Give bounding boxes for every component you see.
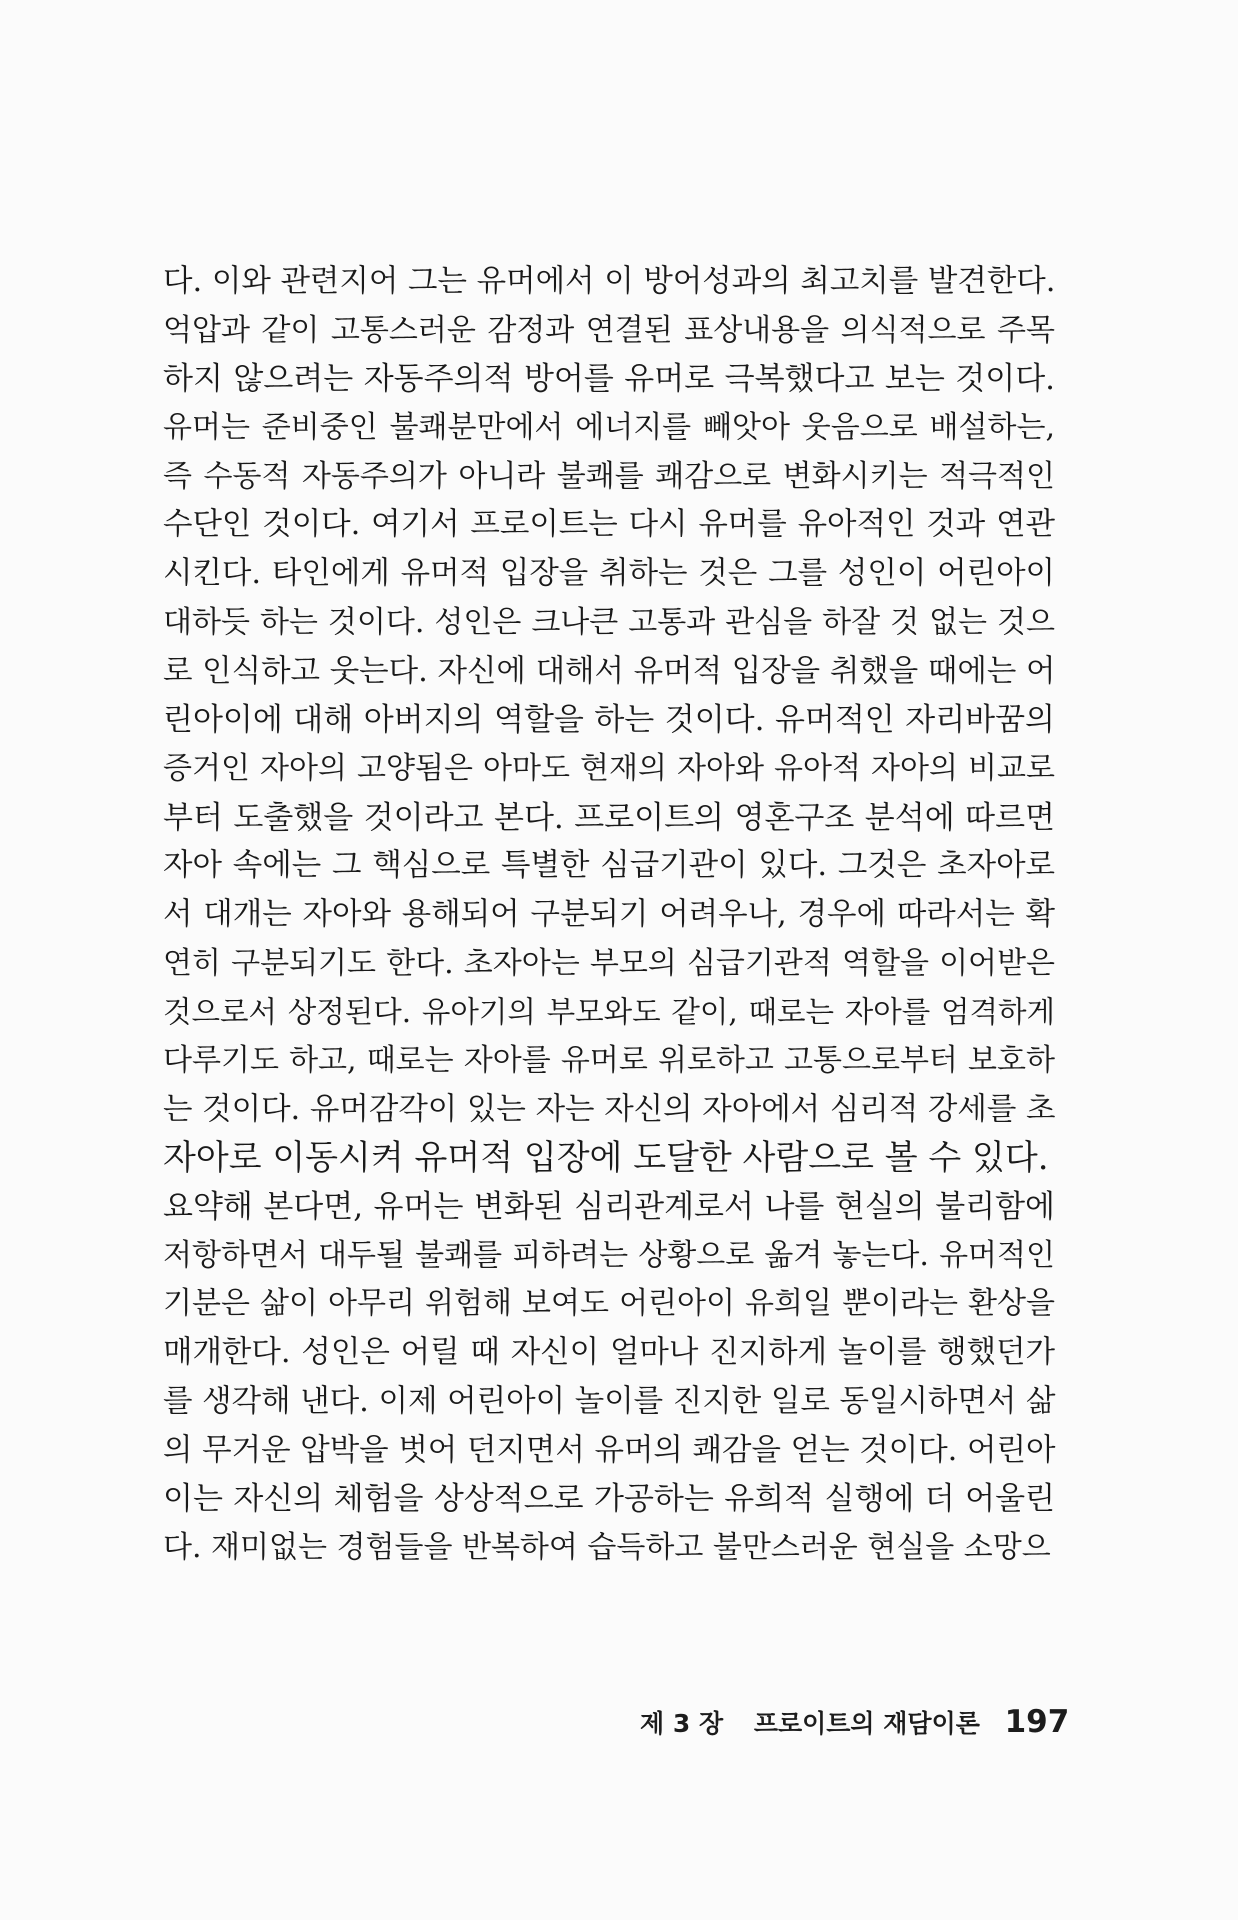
text-line: 자아로 이동시켜 유머적 입장에 도달한 사람으로 볼 수 있다. <box>163 1138 1049 1179</box>
text-line: 는 것이다. 유머감각이 있는 자는 자신의 자아에서 심리적 강세를 초 <box>163 1091 1056 1127</box>
text-line: 억압과 같이 고통스러운 감정과 연결된 표상내용을 의식적으로 주목 <box>163 312 1055 348</box>
text-line: 유머는 준비중인 불쾌분만에서 에너지를 빼앗아 웃음으로 배설하는, <box>163 410 1055 446</box>
page-footer <box>640 1704 1070 1744</box>
chapter-label: 제 3 장 <box>640 1709 724 1738</box>
text-line: 매개한다. 성인은 어릴 때 자신이 얼마나 진지하게 놀이를 행했던가 <box>163 1335 1055 1371</box>
text-line: 다. 이와 관련지어 그는 유머에서 이 방어성과의 최고치를 발견한다. <box>163 264 1056 299</box>
text-line: 시킨다. 타인에게 유머적 입장을 취하는 것은 그를 성인이 어린아이 <box>163 556 1055 592</box>
text-line: 다. 재미없는 경험들을 반복하여 습득하고 불만스러운 현실을 소망으 <box>163 1529 1051 1565</box>
text-line: 증거인 자아의 고양됨은 아마도 현재의 자아와 유아적 자아의 비교로 <box>163 750 1055 786</box>
text-line: 를 생각해 낸다. 이제 어린아이 놀이를 진지한 일로 동일시하면서 삶 <box>163 1383 1056 1419</box>
text-line: 저항하면서 대두될 불쾌를 피하려는 상황으로 옮겨 놓는다. 유머적인 <box>163 1237 1055 1273</box>
chapter-title: 프로이트의 재담이론 <box>753 1709 980 1738</box>
page-number: 197 <box>1004 1704 1070 1740</box>
text-line: 기분은 삶이 아무리 위험해 보여도 어린아이 유희일 뿐이라는 환상을 <box>163 1286 1055 1322</box>
text-line: 로 인식하고 웃는다. 자신에 대해서 유머적 입장을 취했을 때에는 어 <box>163 653 1056 689</box>
text-line: 린아이에 대해 아버지의 역할을 하는 것이다. 유머적인 자리바꿈의 <box>163 702 1055 739</box>
text-line: 수단인 것이다. 여기서 프로이트는 다시 유머를 유아적인 것과 연관 <box>163 507 1055 543</box>
text-line: 다루기도 하고, 때로는 자아를 유머로 위로하고 고통으로부터 보호하 <box>163 1043 1055 1078</box>
text-line: 의 무거운 압박을 벗어 던지면서 유머의 쾌감을 얻는 것이다. 어린아 <box>163 1432 1056 1468</box>
text-line: 대하듯 하는 것이다. 성인은 크나큰 고통과 관심을 하잘 것 없는 것으 <box>163 604 1055 640</box>
text-line: 하지 않으려는 자동주의적 방어를 유머로 극복했다고 보는 것이다. <box>163 361 1055 398</box>
text-line: 요약해 본다면, 유머는 변화된 심리관계로서 나를 현실의 불리함에 <box>163 1189 1055 1226</box>
text-line: 즉 수동적 자동주의가 아니라 불쾌를 쾌감으로 변화시키는 적극적인 <box>163 458 1055 494</box>
text-line: 서 대개는 자아와 용해되어 구분되기 어려우나, 경우에 따라서는 확 <box>163 896 1055 932</box>
text-line: 부터 도출했을 것이라고 본다. 프로이트의 영혼구조 분석에 따르면 <box>163 799 1055 836</box>
text-line: 이는 자신의 체험을 상상적으로 가공하는 유희적 실행에 더 어울린 <box>163 1481 1055 1518</box>
text-line: 것으로서 상정된다. 유아기의 부모와도 같이, 때로는 자아를 엄격하게 <box>163 995 1055 1030</box>
text-line: 자아 속에는 그 핵심으로 특별한 심급기관이 있다. 그것은 초자아로 <box>163 848 1055 884</box>
text-line: 연히 구분되기도 한다. 초자아는 부모의 심급기관적 역할을 이어받은 <box>163 945 1055 981</box>
body-text <box>163 258 1055 1573</box>
